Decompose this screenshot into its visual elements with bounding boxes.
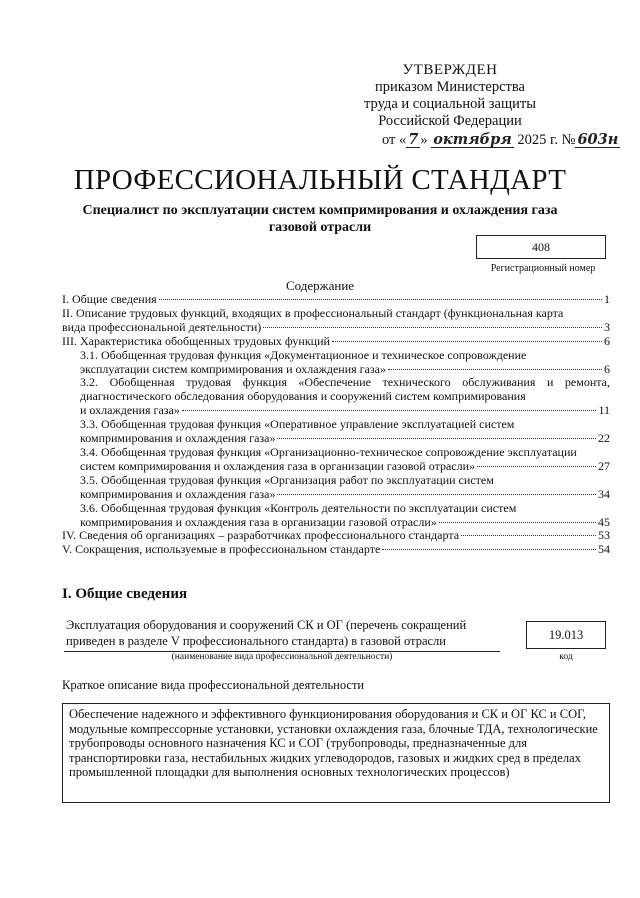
toc-item	[62, 502, 610, 530]
subtitle-line-1: Специалист по эксплуатации систем компримирования и охлаждения газа	[82, 203, 558, 218]
toc-item-label: компримирования и охлаждения газа»	[80, 431, 276, 446]
toc-page-number: 45	[598, 514, 610, 529]
toc-item-text: 3.4. Обобщенная трудовая функция «Организационно-техническое сопровождение эксплуатации	[80, 444, 577, 459]
toc-item	[62, 446, 610, 474]
toc-dot-leader	[382, 549, 596, 550]
toc-item	[62, 529, 610, 543]
toc-item	[62, 335, 610, 349]
toc-item-label: V. Сокращения, используемые в профессиональном стандарте	[62, 542, 381, 557]
toc-page-number: 22	[598, 431, 610, 446]
registration-number-box: 408	[476, 235, 606, 259]
toc-item-text: 3.5. Обобщенная трудовая функция «Организация работ по эксплуатации систем	[80, 472, 494, 487]
activity-code-caption: код	[559, 652, 573, 662]
document-subtitle	[40, 202, 600, 236]
approval-line-1: УТВЕРЖДЕН	[402, 62, 498, 78]
toc-item-text: 3.2. Обобщенная трудовая функция «Обеспечение технического обслуживания и ремонта, диагностического обследования оборудования и сооружений систем компримирования	[80, 375, 610, 404]
approval-line-3: труда и социальной защиты	[364, 96, 536, 112]
toc-item	[62, 293, 610, 307]
approval-line-4: Российской Федерации	[378, 113, 522, 129]
registration-number-label: Регистрационный номер	[490, 263, 596, 274]
toc-page-number: 3	[604, 319, 610, 334]
toc-page-number: 54	[598, 542, 610, 557]
activity-name	[66, 617, 504, 649]
toc-item	[62, 418, 610, 446]
toc-page-number: 1	[604, 292, 610, 306]
toc-dot-leader	[388, 369, 602, 370]
date-day: 7	[408, 131, 419, 148]
toc-item	[62, 349, 610, 377]
toc-item-line	[62, 543, 610, 557]
activity-caption: (наименование вида профессиональной деятельности)	[171, 652, 393, 662]
toc-page-number: 34	[598, 486, 610, 501]
toc-page-number: 27	[598, 458, 610, 473]
approval-block	[300, 62, 619, 149]
toc-item	[62, 376, 610, 418]
toc-dot-leader	[277, 438, 596, 439]
order-number: 603н	[577, 131, 619, 148]
toc-item-label: компримирования и охлаждения газа»	[80, 486, 276, 501]
table-of-contents	[62, 293, 610, 557]
toc-item-line	[62, 529, 610, 543]
toc-item-label: компримирования и охлаждения газа в организации газовой отрасли»	[80, 514, 437, 529]
toc-dot-leader	[332, 341, 602, 342]
toc-item-line	[80, 404, 610, 418]
activity-name-line-2: приведен в разделе V профессионального стандарта) в газовой отрасли	[66, 634, 446, 648]
toc-item-text: II. Описание трудовых функций, входящих в профессиональный стандарт (функциональная карта	[62, 305, 564, 320]
toc-item-label: эксплуатации систем компримирования и охлаждения газа»	[80, 361, 386, 376]
toc-item-line	[80, 363, 610, 377]
toc-dot-leader	[439, 522, 596, 523]
brief-description-box: Обеспечение надежного и эффективного функционирования оборудования и СК и ОГ КС и СОГ, модульные компрессорные установки, установки охлаждения газа, блочные ТДА, технологические трубопроводы основного назначения КС и СОГ (трубопроводы, предназначенные для транспортировки газа, нестабильных жидких углеводородов, газовых и жидких сред в пределах промышленной площадки для выполнения основных технологических процессов)	[62, 703, 610, 803]
toc-item-text: 3.1. Обобщенная трудовая функция «Документационное и техническое сопровождение	[80, 347, 527, 362]
brief-description-label: Краткое описание вида профессиональной деятельности	[62, 678, 365, 692]
toc-page-number: 11	[598, 403, 610, 418]
toc-item-line	[80, 516, 610, 530]
approval-line-2: приказом Министерства	[375, 79, 525, 95]
toc-dot-leader	[277, 494, 596, 495]
toc-item-label: III. Характеристика обобщенных трудовых функций	[62, 333, 330, 348]
toc-item-line	[80, 460, 610, 474]
toc-item-line	[62, 293, 610, 307]
toc-dot-leader	[182, 410, 597, 411]
date-mid: »	[420, 132, 428, 148]
contents-title: Содержание	[285, 278, 355, 293]
toc-item-line	[80, 432, 610, 446]
subtitle-line-2: газовой отрасли	[268, 220, 372, 235]
approval-date-line	[300, 131, 619, 149]
toc-item-line	[62, 321, 610, 335]
toc-item	[62, 307, 610, 335]
toc-item-label: I. Общие сведения	[62, 292, 157, 306]
date-prefix: от «	[382, 132, 407, 148]
toc-dot-leader	[159, 299, 602, 300]
date-month: октября	[433, 131, 512, 148]
toc-item-line	[80, 488, 610, 502]
document-title: ПРОФЕССИОНАЛЬНЫЙ СТАНДАРТ	[73, 164, 567, 196]
toc-item	[62, 474, 610, 502]
toc-item-label: IV. Сведения об организациях – разработчиках профессионального стандарта	[62, 528, 460, 543]
activity-code-box: 19.013	[526, 621, 606, 649]
toc-item-text: 3.6. Обобщенная трудовая функция «Контроль деятельности по эксплуатации систем	[80, 500, 517, 515]
date-year: 2025 г. №	[517, 132, 576, 148]
toc-dot-leader	[477, 466, 596, 467]
toc-dot-leader	[263, 327, 602, 328]
toc-dot-leader	[461, 535, 596, 536]
toc-item	[62, 543, 610, 557]
activity-name-line-1: Эксплуатация оборудования и сооружений СК и ОГ (перечень сокращений	[66, 618, 467, 632]
toc-page-number: 6	[604, 333, 610, 348]
toc-page-number: 6	[604, 361, 610, 376]
toc-page-number: 53	[598, 528, 610, 543]
toc-item-text: 3.3. Обобщенная трудовая функция «Оперативное управление эксплуатацией систем	[80, 417, 515, 432]
toc-item-label: и охлаждения газа»	[80, 403, 180, 418]
toc-item-label: вида профессиональной деятельности)	[62, 319, 262, 334]
section-heading: I. Общие сведения	[62, 586, 188, 602]
toc-item-label: систем компримирования и охлаждения газа в организации газовой отрасли»	[80, 458, 476, 473]
toc-item-line	[62, 335, 610, 349]
